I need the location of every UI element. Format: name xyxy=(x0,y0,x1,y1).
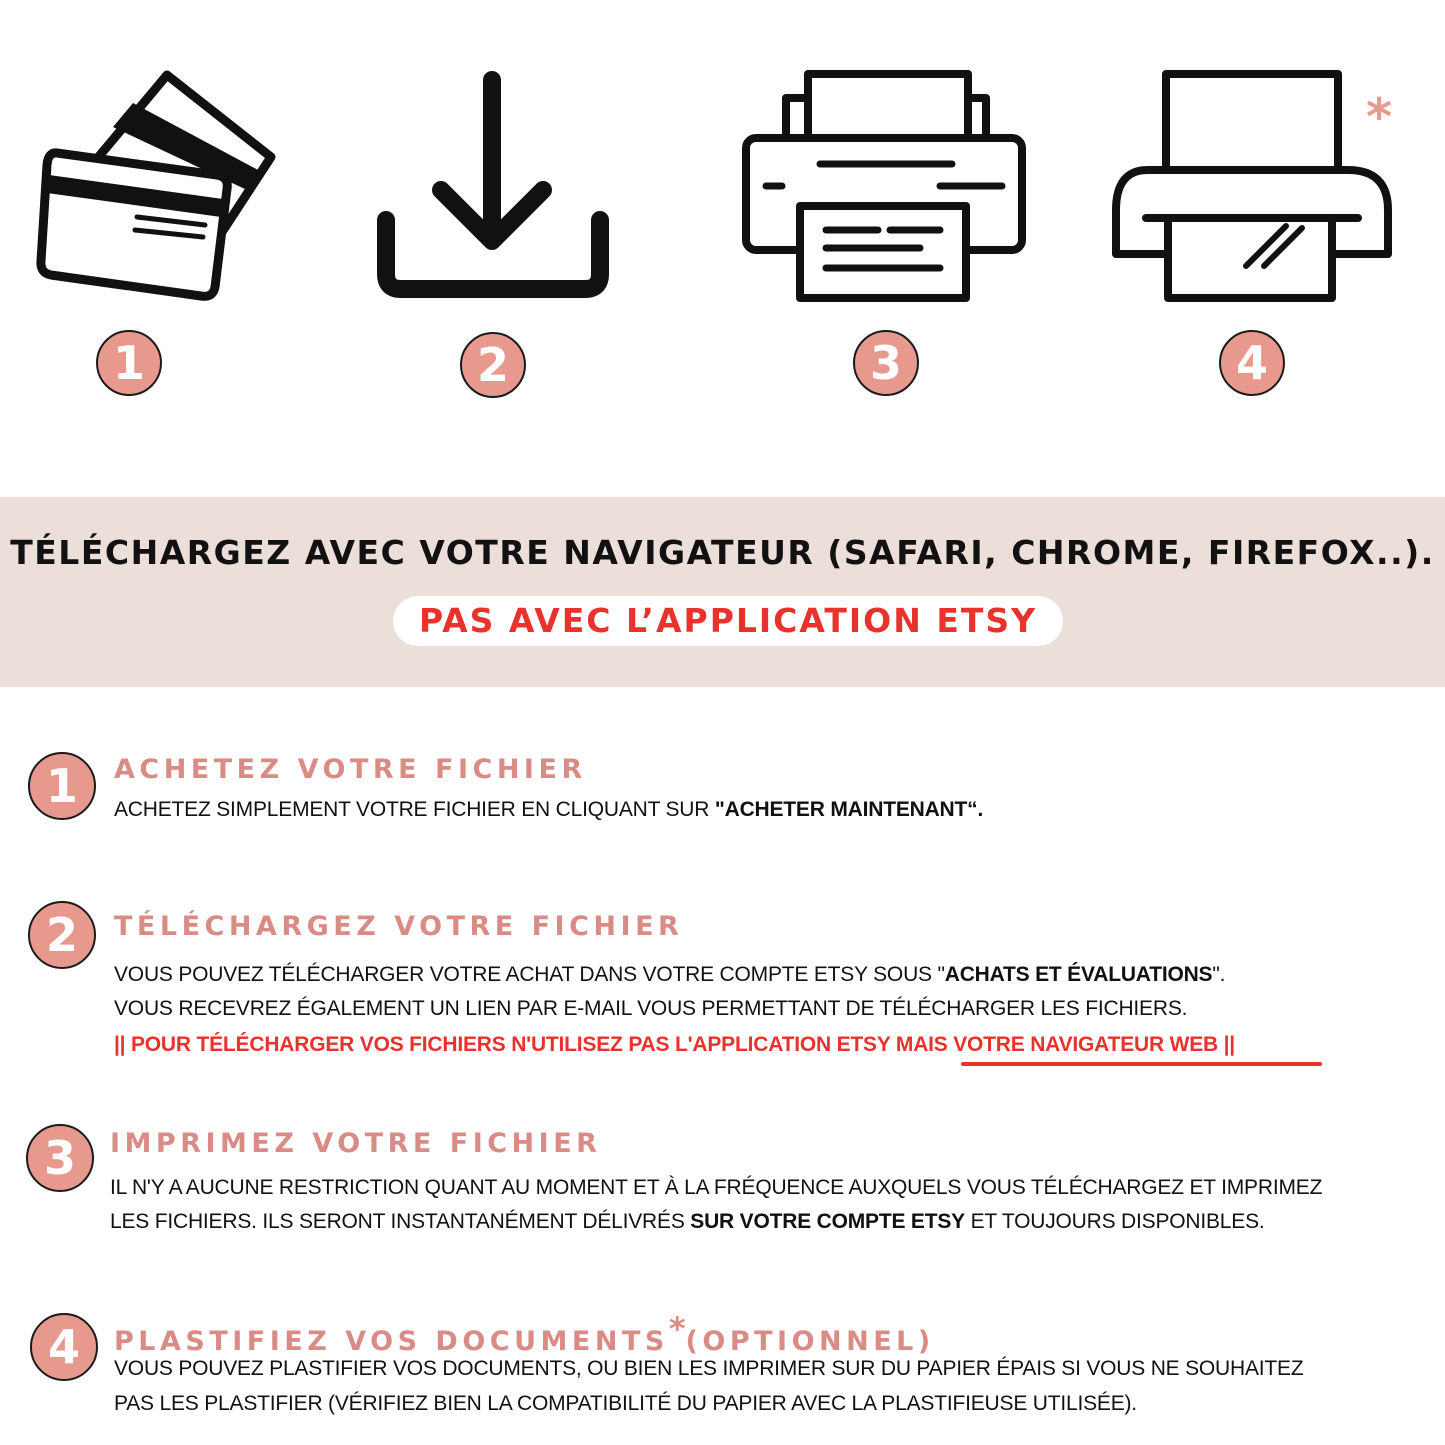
browser-emphasis: MAIS VOTRE NAVIGATEUR WEB xyxy=(895,1033,1218,1056)
step-4-text-line-1: VOUS POUVEZ PLASTIFIER VOS DOCUMENTS, OU BIEN LES IMPRIMER SUR DU PAPIER ÉPAIS SI VOUS NE SOUHAITEZ xyxy=(114,1357,1304,1380)
step-2-text-line-2: VOUS RECEVREZ ÉGALEMENT UN LIEN PAR E-MAIL VOUS PERMETTANT DE TÉLÉCHARGER LES FICHIERS. xyxy=(114,997,1188,1020)
download-icon xyxy=(375,68,611,304)
step-1-text: ACHETEZ SIMPLEMENT VOTRE FICHIER EN CLIQUANT SUR "ACHETER MAINTENANT“. xyxy=(114,798,984,821)
step-2-text-line-1: VOUS POUVEZ TÉLÉCHARGER VOTRE ACHAT DANS VOTRE COMPTE ETSY SOUS "ACHATS ET ÉVALUATIONS". xyxy=(114,963,1226,986)
notice-banner xyxy=(0,497,1445,687)
step-4-title: PLASTIFIEZ VOS DOCUMENTS*(OPTIONNEL) xyxy=(114,1310,935,1357)
emphasis-underline xyxy=(961,1062,1322,1066)
credit-cards-icon xyxy=(35,65,285,310)
step-3-text-line-2: LES FICHIERS. ILS SERONT INSTANTANÉMENT DÉLIVRÉS SUR VOTRE COMPTE ETSY ET TOUJOURS DISPONIBLES. xyxy=(110,1210,1265,1233)
step-3-text-line-1: IL N'Y A AUCUNE RESTRICTION QUANT AU MOMENT ET À LA FRÉQUENCE AUXQUELS VOUS TÉLÉCHARGEZ ET IMPRIMEZ xyxy=(110,1176,1323,1199)
banner-title: TÉLÉCHARGEZ AVEC VOTRE NAVIGATEUR (SAFARI, CHROME, FIREFOX..). xyxy=(10,533,1435,572)
icon-number-4: 4 xyxy=(1219,330,1285,396)
step-1-badge: 1 xyxy=(28,752,96,820)
laminator-icon xyxy=(1108,66,1398,306)
step-3-title: IMPRIMEZ VOTRE FICHIER xyxy=(110,1128,602,1159)
step-2-warning-line: || POUR TÉLÉCHARGER VOS FICHIERS N'UTILISEZ PAS L'APPLICATION ETSY MAIS VOTRE NAVIGATEUR WEB || xyxy=(114,1033,1235,1056)
icon-number-2: 2 xyxy=(460,332,526,398)
step-4-badge: 4 xyxy=(30,1313,98,1381)
step-1-title: ACHETEZ VOTRE FICHIER xyxy=(114,754,587,785)
asterisk-icon: * xyxy=(1366,88,1393,146)
icon-number-1: 1 xyxy=(96,330,162,396)
step-2-badge: 2 xyxy=(28,901,96,969)
warning-pill: PAS AVEC L’APPLICATION ETSY xyxy=(393,596,1063,646)
icon-number-3: 3 xyxy=(853,330,919,396)
step-4-asterisk: * xyxy=(668,1310,686,1348)
step-4-text-line-2: PAS LES PLASTIFIER (VÉRIFIEZ BIEN LA COMPATIBILITÉ DU PAPIER AVEC LA PLASTIFIEUSE UTILISÉE). xyxy=(114,1392,1137,1415)
step-2-title: TÉLÉCHARGEZ VOTRE FICHIER xyxy=(114,911,684,942)
printer-icon xyxy=(740,68,1030,304)
step-3-badge: 3 xyxy=(26,1124,94,1192)
